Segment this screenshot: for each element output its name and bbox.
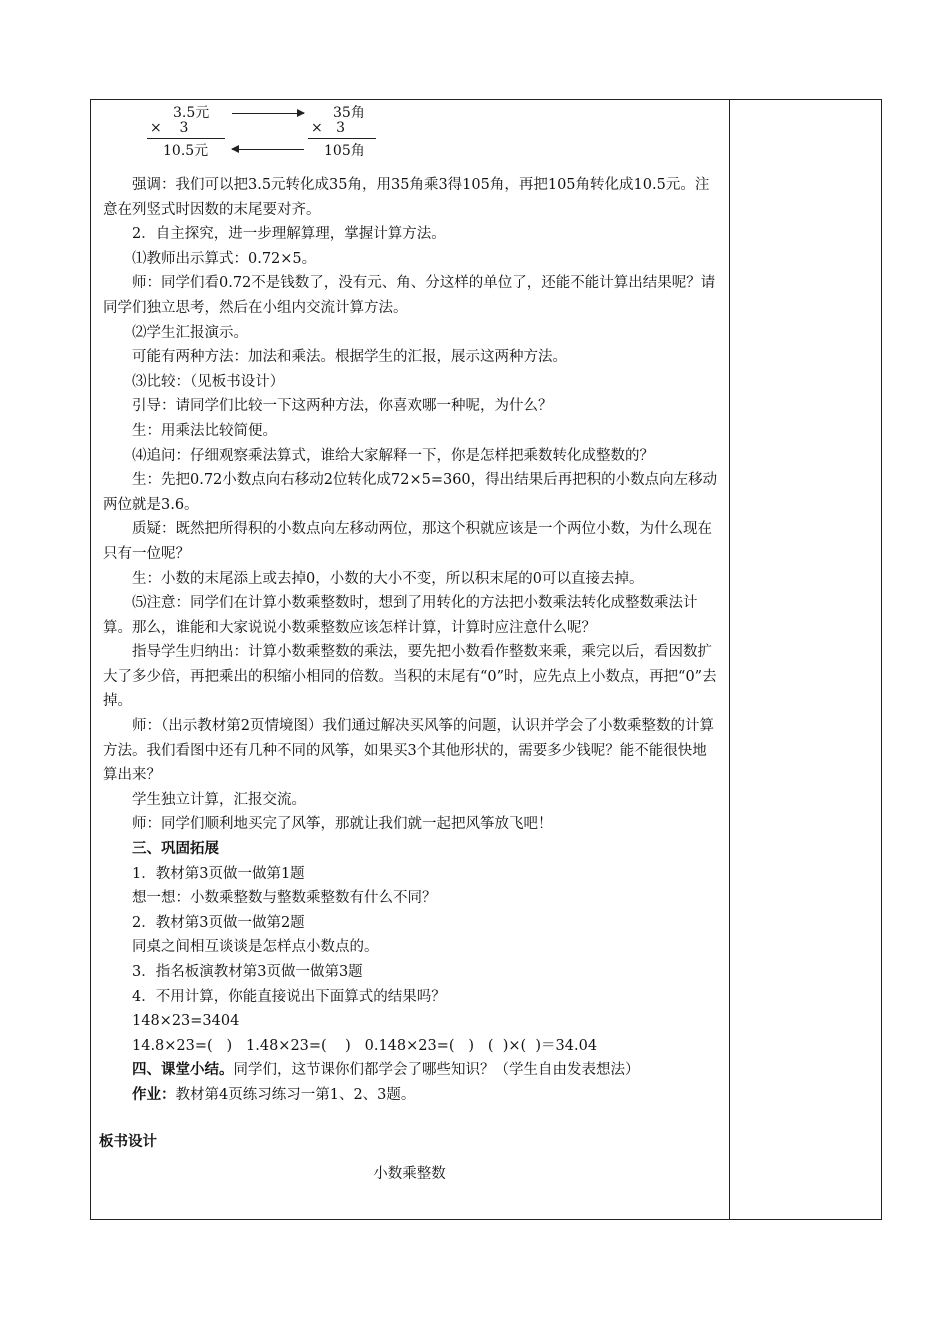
table-column-divider [729,99,730,1220]
section-heading: 三、巩固拓展 [132,840,219,858]
homework-line [103,1083,721,1108]
calc-jiao-multiplier: × 3 [311,120,345,136]
paragraph: 强调：我们可以把3.5元转化成35角，用35角乘3得105角，再把105角转化成10.5元。注意在列竖式时因数的末尾要对齐。 [103,177,710,218]
calc-yuan-result: 10.5元 [163,143,209,159]
exercise-item: 14.8×23=( ) 1.48×23=( ) 0.148×23=( ) ( )×( )＝34.04 [132,1037,598,1054]
paragraph: 指导学生归纳出：计算小数乘整数的乘法，要先把小数看作整数来乘，乘完以后，看因数扩大了多少倍，再把乘出的积缩小相同的倍数。当积的末尾有“0”时，应先点上小数点，再把“0”去掉。 [103,644,717,710]
board-design-title: 小数乘整数 [373,1166,446,1183]
paragraph: 师：同学们顺利地买完了风筝，那就让我们就一起把风筝放飞吧！ [132,816,553,833]
exercise-item: 2．教材第3页做一做第2题 [132,914,305,931]
paragraph: 生：小数的末尾添上或去掉0，小数的大小不变，所以积末尾的0可以直接去掉。 [132,570,644,587]
paragraph: ⑵学生汇报演示。 [132,324,248,341]
paragraph: 质疑：既然把所得积的小数点向左移动两位，那这个积就应该是一个两位小数，为什么现在只有一位呢？ [103,521,712,562]
exercise-item: 1．教材第3页做一做第1题 [132,865,305,882]
lesson-content [99,100,721,1187]
conversion-calculation [103,100,721,164]
board-design-heading: 板书设计 [99,1132,157,1150]
paragraph: 生：先把0.72小数点向右移动2位转化成72×5=360，得出结果后再把积的小数点向左移动两位就是3.6。 [103,472,718,513]
paragraph: 可能有两种方法：加法和乘法。根据学生的汇报，展示这两种方法。 [132,349,567,366]
homework-title: 作业： [132,1085,176,1103]
left-arrow-icon [232,149,304,150]
paragraph: ⑷追问：仔细观察乘法算式，谁给大家解释一下，你是怎样把乘数转化成整数的？ [132,447,654,464]
calc-yuan-rule [147,138,225,139]
summary-title: 四、课堂小结。 [132,1061,234,1079]
exercise-item: 4．不用计算，你能直接说出下面算式的结果吗？ [132,988,446,1005]
paragraph: ⑶比较：（见板书设计） [132,373,285,390]
paragraph: 引导：请同学们比较一下这两种方法，你喜欢哪一种呢，为什么？ [132,398,553,415]
exercise-item: 同桌之间相互谈谈是怎样点小数点的。 [132,939,379,956]
calc-jiao-top: 35角 [333,105,365,121]
paragraph: 生：用乘法比较简便。 [132,422,277,439]
paragraph: 师：同学们看0.72不是钱数了，没有元、角、分这样的单位了，还能不能计算出结果呢？请同学们独立思考，然后在小组内交流计算方法。 [103,275,716,316]
right-arrow-icon [232,113,304,114]
exercise-item: 3．指名板演教材第3页做一做第3题 [132,964,363,980]
summary-text: 同学们，这节课你们都学会了哪些知识？（学生自由发表想法） [233,1062,640,1079]
summary-line [103,1058,721,1083]
paragraph: ⑴教师出示算式：0.72×5。 [132,250,317,267]
paragraph: ⑸注意：同学们在计算小数乘整数时，想到了用转化的方法把小数乘法转化成整数乘法计算。那么，谁能和大家说说小数乘整数应该怎样计算，计算时应注意什么呢？ [103,595,698,636]
calc-jiao-result: 105角 [324,143,365,159]
homework-text: 教材第4页练习练习一第1、2、3题。 [175,1086,416,1103]
exercise-item: 148×23=3404 [132,1013,240,1030]
calc-yuan-top: 3.5元 [173,105,210,121]
paragraph: 学生独立计算，汇报交流。 [132,791,306,808]
calc-jiao-rule [308,138,376,139]
paragraph: 2．自主探究，进一步理解算理，掌握计算方法。 [132,226,446,243]
exercise-item: 想一想：小数乘整数与整数乘整数有什么不同？ [132,890,437,907]
calc-yuan-multiplier: × 3 [150,120,189,136]
paragraph: 师：（出示教材第2页情境图）我们通过解决买风筝的问题，认识并学会了小数乘整数的计算方法。我们看图中还有几种不同的风筝，如果买3个其他形状的，需要多少钱呢？能不能很快地算出来？ [103,718,714,784]
